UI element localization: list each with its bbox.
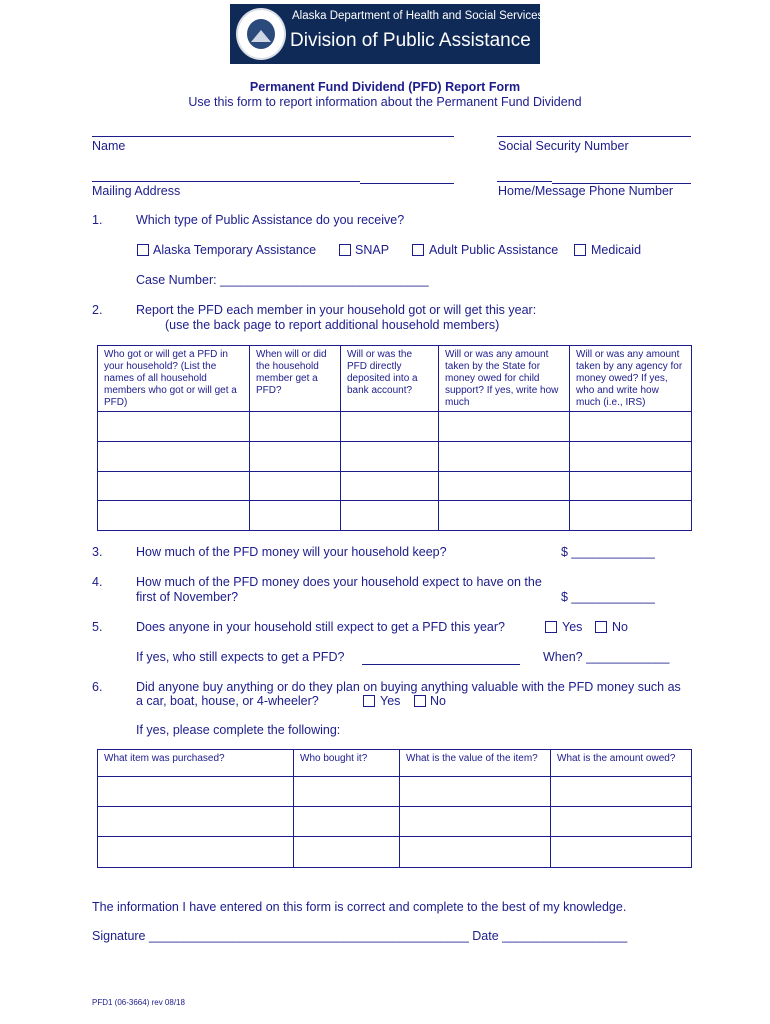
option-medicaid: Medicaid — [591, 243, 642, 257]
table-cell[interactable] — [98, 837, 294, 868]
header-when-get-pfd: When will or did the household member get a PFD? — [250, 346, 341, 412]
table-cell[interactable] — [294, 777, 400, 807]
q5-yes-label: Yes — [562, 620, 583, 634]
table-cell[interactable] — [98, 412, 250, 442]
header-amount-owed: What is the amount owed? — [551, 750, 692, 777]
pfd-household-table — [97, 345, 692, 531]
q6-followup: If yes, please complete the following: — [136, 723, 341, 737]
q3-number: 3. — [92, 545, 103, 559]
option-snap: SNAP — [355, 243, 390, 257]
table-cell[interactable] — [570, 472, 692, 501]
table-cell[interactable] — [570, 501, 692, 531]
q2-note: (use the back page to report additional household members) — [165, 318, 500, 332]
name-field[interactable] — [92, 136, 454, 137]
table-header-row — [98, 750, 692, 777]
q1-text: Which type of Public Assistance do you receive? — [136, 213, 405, 227]
table-cell[interactable] — [551, 777, 692, 807]
table-cell[interactable] — [551, 837, 692, 868]
table-cell[interactable] — [250, 442, 341, 472]
header-state-child-support: Will or was any amount taken by the State for money owed for child support? If yes, write how much — [439, 346, 570, 412]
q3-text: How much of the PFD money will your household keep? — [136, 545, 447, 559]
table-cell[interactable] — [294, 837, 400, 868]
table-cell[interactable] — [570, 442, 692, 472]
form-footer-code: PFD1 (06-3664) rev 08/18 — [92, 998, 185, 1007]
q6-number: 6. — [92, 680, 103, 694]
checkbox-adult-public-assistance[interactable] — [412, 244, 424, 256]
q4-amount-field[interactable]: $ ____________ — [561, 590, 655, 604]
option-alaska-temporary-assistance: Alaska Temporary Assistance — [153, 243, 317, 257]
table-cell[interactable] — [250, 412, 341, 442]
table-cell[interactable] — [98, 501, 250, 531]
q2-text: Report the PFD each member in your household got or will get this year: — [136, 303, 537, 317]
table-cell[interactable] — [400, 777, 551, 807]
header-item-purchased: What item was purchased? — [98, 750, 294, 777]
q5-followup: If yes, who still expects to get a PFD? — [136, 650, 345, 664]
header-who-bought: Who bought it? — [294, 750, 400, 777]
table-row — [98, 501, 692, 531]
q5-who-field[interactable] — [362, 664, 520, 665]
table-cell[interactable] — [439, 442, 570, 472]
purchase-table — [97, 749, 692, 868]
checkbox-q5-yes[interactable] — [545, 621, 557, 633]
table-row — [98, 442, 692, 472]
table-cell[interactable] — [341, 412, 439, 442]
table-cell[interactable] — [341, 472, 439, 501]
ssn-label: Social Security Number — [498, 139, 629, 153]
table-cell[interactable] — [98, 442, 250, 472]
table-cell[interactable] — [98, 472, 250, 501]
address-field-right[interactable] — [360, 183, 454, 184]
checkbox-snap[interactable] — [339, 244, 351, 256]
table-cell[interactable] — [250, 501, 341, 531]
q2-number: 2. — [92, 303, 103, 317]
address-label: Mailing Address — [92, 184, 181, 198]
table-cell[interactable] — [400, 807, 551, 837]
q5-no-label: No — [612, 620, 628, 634]
table-cell[interactable] — [341, 442, 439, 472]
q6-no-label: No — [430, 694, 446, 708]
phone-field-left[interactable] — [497, 181, 552, 182]
table-cell[interactable] — [439, 472, 570, 501]
header-item-value: What is the value of the item? — [400, 750, 551, 777]
table-row — [98, 472, 692, 501]
table-cell[interactable] — [250, 472, 341, 501]
header-who-got-pfd: Who got or will get a PFD in your household? (List the names of all household members who got or will get a PFD) — [98, 346, 250, 412]
table-row — [98, 837, 692, 868]
table-header-row — [98, 346, 692, 412]
table-cell[interactable] — [570, 412, 692, 442]
address-field-left[interactable] — [92, 181, 360, 182]
phone-label: Home/Message Phone Number — [498, 184, 674, 198]
q5-number: 5. — [92, 620, 103, 634]
table-cell[interactable] — [341, 501, 439, 531]
q5-text: Does anyone in your household still expect to get a PFD this year? — [136, 620, 505, 634]
table-row — [98, 412, 692, 442]
q6-text-line2: a car, boat, house, or 4-wheeler? — [136, 694, 319, 708]
form-title: Permanent Fund Dividend (PFD) Report Form — [249, 80, 521, 94]
q4-text-line2: first of November? — [136, 590, 239, 604]
table-cell[interactable] — [294, 807, 400, 837]
table-cell[interactable] — [98, 807, 294, 837]
form-subtitle: Use this form to report information about the Permanent Fund Dividend — [188, 95, 582, 109]
header-agency-owed: Will or was any amount taken by any agency for money owed? If yes, who and write how much (i.e., IRS) — [570, 346, 692, 412]
checkbox-q5-no[interactable] — [595, 621, 607, 633]
state-seal-icon — [236, 8, 286, 60]
department-name: Alaska Department of Health and Social Services — [292, 10, 544, 22]
q6-text-line1: Did anyone buy anything or do they plan on buying anything valuable with the PFD money such as — [136, 680, 681, 694]
table-row — [98, 807, 692, 837]
q5-when-field[interactable]: When? ____________ — [543, 650, 670, 664]
name-label: Name — [92, 139, 126, 153]
table-cell[interactable] — [439, 412, 570, 442]
q4-text-line1: How much of the PFD money does your household expect to have on the — [136, 575, 542, 589]
checkbox-medicaid[interactable] — [574, 244, 586, 256]
table-cell[interactable] — [98, 777, 294, 807]
q6-yes-label: Yes — [380, 694, 401, 708]
table-row — [98, 777, 692, 807]
checkbox-q6-yes[interactable] — [363, 695, 375, 707]
case-number-field[interactable]: Case Number: ______________________________ — [136, 273, 429, 287]
header-direct-deposit: Will or was the PFD directly deposited into a bank account? — [341, 346, 439, 412]
division-name: Division of Public Assistance — [290, 30, 531, 51]
option-adult-public-assistance: Adult Public Assistance — [429, 243, 559, 257]
checkbox-q6-no[interactable] — [414, 695, 426, 707]
table-cell[interactable] — [439, 501, 570, 531]
q3-amount-field[interactable]: $ ____________ — [561, 545, 655, 559]
q4-number: 4. — [92, 575, 103, 589]
q1-number: 1. — [92, 213, 103, 227]
checkbox-alaska-temporary-assistance[interactable] — [137, 244, 149, 256]
certification-statement: The information I have entered on this form is correct and complete to the best of my knowledge. — [92, 900, 627, 914]
ssn-field[interactable] — [497, 136, 691, 137]
signature-date-field[interactable]: Signature ______________________________________________ Date __________________ — [92, 929, 628, 943]
table-cell[interactable] — [400, 837, 551, 868]
table-cell[interactable] — [551, 807, 692, 837]
